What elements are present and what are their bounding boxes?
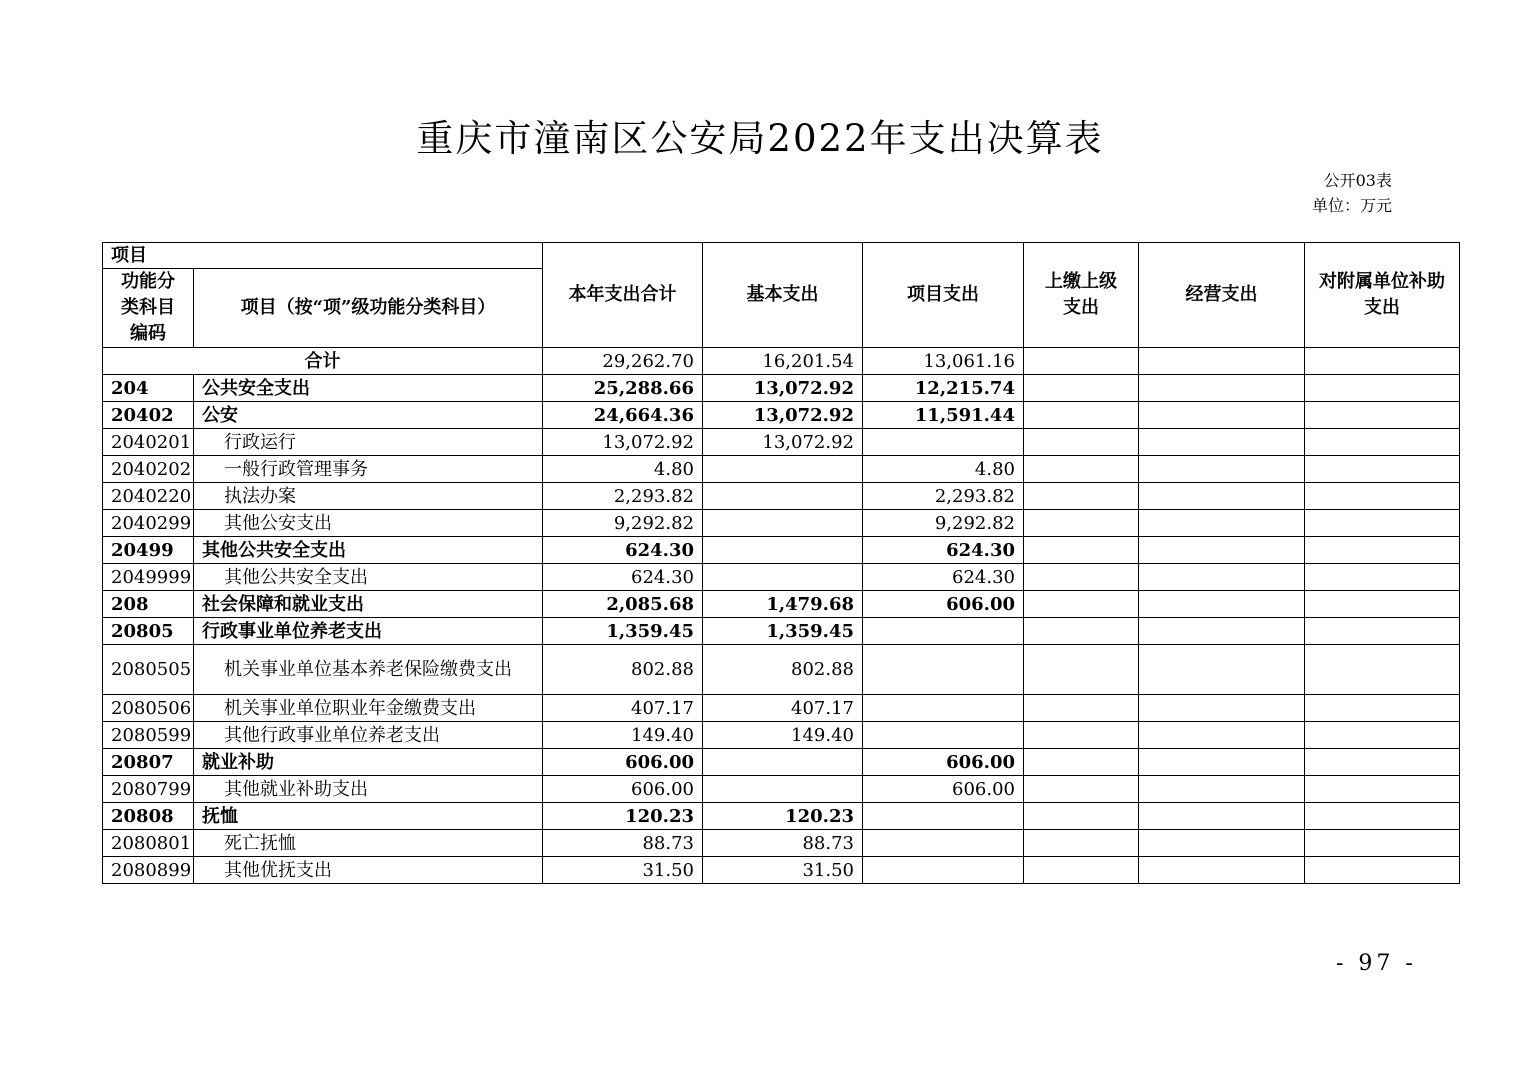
row-business: [1139, 564, 1305, 591]
row-subsidy: [1305, 618, 1460, 645]
row-code: 2080799: [103, 776, 194, 803]
table-row: [103, 591, 1460, 618]
row-name: 抚恤: [194, 803, 543, 830]
row-project: [863, 722, 1024, 749]
row-upper: [1024, 429, 1139, 456]
header-code: 功能分类科目编码: [103, 269, 194, 348]
row-name: 其他优抚支出: [194, 857, 543, 884]
table-row: [103, 456, 1460, 483]
row-subsidy: [1305, 591, 1460, 618]
row-basic: 13,072.92: [703, 375, 863, 402]
row-business: [1139, 483, 1305, 510]
row-total: 606.00: [543, 776, 703, 803]
row-subsidy: [1305, 857, 1460, 884]
row-subsidy: [1305, 803, 1460, 830]
row-code: 2040202: [103, 456, 194, 483]
row-basic: [703, 564, 863, 591]
header-business: 经营支出: [1139, 243, 1305, 348]
row-project: 606.00: [863, 776, 1024, 803]
row-total: 407.17: [543, 695, 703, 722]
row-subsidy: [1305, 456, 1460, 483]
row-name: 机关事业单位职业年金缴费支出: [194, 695, 543, 722]
row-total: 88.73: [543, 830, 703, 857]
row-project: 606.00: [863, 749, 1024, 776]
table-row: [103, 402, 1460, 429]
row-basic: 13,072.92: [703, 402, 863, 429]
total-row: [103, 348, 1460, 375]
row-total: 24,664.36: [543, 402, 703, 429]
row-code: 2040299: [103, 510, 194, 537]
row-project: [863, 645, 1024, 695]
row-project: 11,591.44: [863, 402, 1024, 429]
row-total: 624.30: [543, 537, 703, 564]
row-subsidy: [1305, 564, 1460, 591]
table-row: [103, 749, 1460, 776]
row-total: 13,072.92: [543, 429, 703, 456]
total-sum: 29,262.70: [543, 348, 703, 375]
row-upper: [1024, 749, 1139, 776]
row-basic: [703, 749, 863, 776]
row-total: 120.23: [543, 803, 703, 830]
row-basic: [703, 537, 863, 564]
table-row: [103, 645, 1460, 695]
row-code: 2049999: [103, 564, 194, 591]
row-name: 其他公安支出: [194, 510, 543, 537]
row-name: 死亡抚恤: [194, 830, 543, 857]
row-upper: [1024, 483, 1139, 510]
row-project: [863, 429, 1024, 456]
row-upper: [1024, 510, 1139, 537]
row-project: [863, 695, 1024, 722]
expenditure-table: [102, 242, 1460, 884]
row-upper: [1024, 402, 1139, 429]
table-row: [103, 429, 1460, 456]
row-basic: 120.23: [703, 803, 863, 830]
row-upper: [1024, 537, 1139, 564]
row-name: 其他公共安全支出: [194, 564, 543, 591]
row-code: 2080801: [103, 830, 194, 857]
row-name: 社会保障和就业支出: [194, 591, 543, 618]
header-project: 项目支出: [863, 243, 1024, 348]
row-subsidy: [1305, 483, 1460, 510]
row-upper: [1024, 830, 1139, 857]
row-code: 2080899: [103, 857, 194, 884]
row-business: [1139, 695, 1305, 722]
row-business: [1139, 456, 1305, 483]
row-business: [1139, 722, 1305, 749]
row-total: 1,359.45: [543, 618, 703, 645]
row-code: 2080599: [103, 722, 194, 749]
row-basic: 1,479.68: [703, 591, 863, 618]
row-upper: [1024, 456, 1139, 483]
row-subsidy: [1305, 645, 1460, 695]
row-basic: 13,072.92: [703, 429, 863, 456]
row-business: [1139, 510, 1305, 537]
row-business: [1139, 749, 1305, 776]
row-business: [1139, 645, 1305, 695]
row-code: 208: [103, 591, 194, 618]
total-subsidy: [1305, 348, 1460, 375]
row-business: [1139, 537, 1305, 564]
row-business: [1139, 618, 1305, 645]
row-name: 其他行政事业单位养老支出: [194, 722, 543, 749]
table-row: [103, 803, 1460, 830]
row-basic: 88.73: [703, 830, 863, 857]
total-upper: [1024, 348, 1139, 375]
header-item: 项目: [103, 243, 543, 269]
table-code: 公开03表: [1323, 171, 1392, 190]
row-project: 9,292.82: [863, 510, 1024, 537]
row-code: 2080505: [103, 645, 194, 695]
table-row: [103, 564, 1460, 591]
table-row: [103, 722, 1460, 749]
row-subsidy: [1305, 776, 1460, 803]
row-business: [1139, 591, 1305, 618]
row-code: 20402: [103, 402, 194, 429]
row-total: 149.40: [543, 722, 703, 749]
row-business: [1139, 803, 1305, 830]
row-project: 2,293.82: [863, 483, 1024, 510]
row-total: 2,293.82: [543, 483, 703, 510]
row-project: 4.80: [863, 456, 1024, 483]
row-basic: [703, 776, 863, 803]
total-label: 合计: [103, 348, 543, 375]
row-code: 2080506: [103, 695, 194, 722]
row-upper: [1024, 564, 1139, 591]
row-business: [1139, 857, 1305, 884]
row-upper: [1024, 857, 1139, 884]
row-total: 4.80: [543, 456, 703, 483]
row-code: 20807: [103, 749, 194, 776]
row-upper: [1024, 591, 1139, 618]
row-name: 公安: [194, 402, 543, 429]
header-total: 本年支出合计: [543, 243, 703, 348]
row-name: 其他公共安全支出: [194, 537, 543, 564]
row-project: 12,215.74: [863, 375, 1024, 402]
row-upper: [1024, 618, 1139, 645]
row-subsidy: [1305, 375, 1460, 402]
row-name: 一般行政管理事务: [194, 456, 543, 483]
row-total: 2,085.68: [543, 591, 703, 618]
row-business: [1139, 429, 1305, 456]
row-project: [863, 618, 1024, 645]
table-row: [103, 695, 1460, 722]
row-subsidy: [1305, 510, 1460, 537]
table-row: [103, 483, 1460, 510]
row-code: 20805: [103, 618, 194, 645]
row-subsidy: [1305, 722, 1460, 749]
row-name: 公共安全支出: [194, 375, 543, 402]
row-name: 行政事业单位养老支出: [194, 618, 543, 645]
row-subsidy: [1305, 537, 1460, 564]
table-row: [103, 776, 1460, 803]
header-subsidy: 对附属单位补助支出: [1305, 243, 1460, 348]
row-subsidy: [1305, 695, 1460, 722]
row-total: 624.30: [543, 564, 703, 591]
table-row: [103, 857, 1460, 884]
row-upper: [1024, 375, 1139, 402]
row-business: [1139, 402, 1305, 429]
row-name: 行政运行: [194, 429, 543, 456]
row-subsidy: [1305, 429, 1460, 456]
row-basic: [703, 456, 863, 483]
row-basic: 31.50: [703, 857, 863, 884]
row-project: [863, 857, 1024, 884]
header-name: 项目（按“项”级功能分类科目）: [194, 269, 543, 348]
row-code: 20808: [103, 803, 194, 830]
row-total: 9,292.82: [543, 510, 703, 537]
total-basic: 16,201.54: [703, 348, 863, 375]
total-project: 13,061.16: [863, 348, 1024, 375]
total-business: [1139, 348, 1305, 375]
table-row: [103, 510, 1460, 537]
header-upper: 上缴上级支出: [1024, 243, 1139, 348]
row-subsidy: [1305, 830, 1460, 857]
row-project: [863, 803, 1024, 830]
row-subsidy: [1305, 749, 1460, 776]
row-project: 624.30: [863, 564, 1024, 591]
row-upper: [1024, 645, 1139, 695]
row-name: 机关事业单位基本养老保险缴费支出: [194, 645, 543, 695]
row-business: [1139, 375, 1305, 402]
row-subsidy: [1305, 402, 1460, 429]
row-basic: 149.40: [703, 722, 863, 749]
row-name: 就业补助: [194, 749, 543, 776]
unit-label: 单位：万元: [1311, 196, 1392, 215]
row-project: [863, 830, 1024, 857]
row-upper: [1024, 776, 1139, 803]
table-row: [103, 537, 1460, 564]
table-row: [103, 830, 1460, 857]
row-total: 606.00: [543, 749, 703, 776]
page-title: 重庆市潼南区公安局2022年支出决算表: [416, 117, 1104, 160]
row-code: 2040201: [103, 429, 194, 456]
row-total: 25,288.66: [543, 375, 703, 402]
row-business: [1139, 776, 1305, 803]
header-basic: 基本支出: [703, 243, 863, 348]
row-name: 其他就业补助支出: [194, 776, 543, 803]
row-code: 20499: [103, 537, 194, 564]
row-basic: 802.88: [703, 645, 863, 695]
row-basic: 1,359.45: [703, 618, 863, 645]
table-row: [103, 375, 1460, 402]
row-business: [1139, 830, 1305, 857]
row-basic: [703, 483, 863, 510]
row-code: 204: [103, 375, 194, 402]
row-basic: 407.17: [703, 695, 863, 722]
row-total: 802.88: [543, 645, 703, 695]
row-total: 31.50: [543, 857, 703, 884]
row-name: 执法办案: [194, 483, 543, 510]
row-basic: [703, 510, 863, 537]
row-code: 2040220: [103, 483, 194, 510]
row-upper: [1024, 803, 1139, 830]
table-row: [103, 618, 1460, 645]
row-upper: [1024, 722, 1139, 749]
row-project: 606.00: [863, 591, 1024, 618]
page-number: - 97 -: [1336, 951, 1417, 976]
row-upper: [1024, 695, 1139, 722]
row-project: 624.30: [863, 537, 1024, 564]
